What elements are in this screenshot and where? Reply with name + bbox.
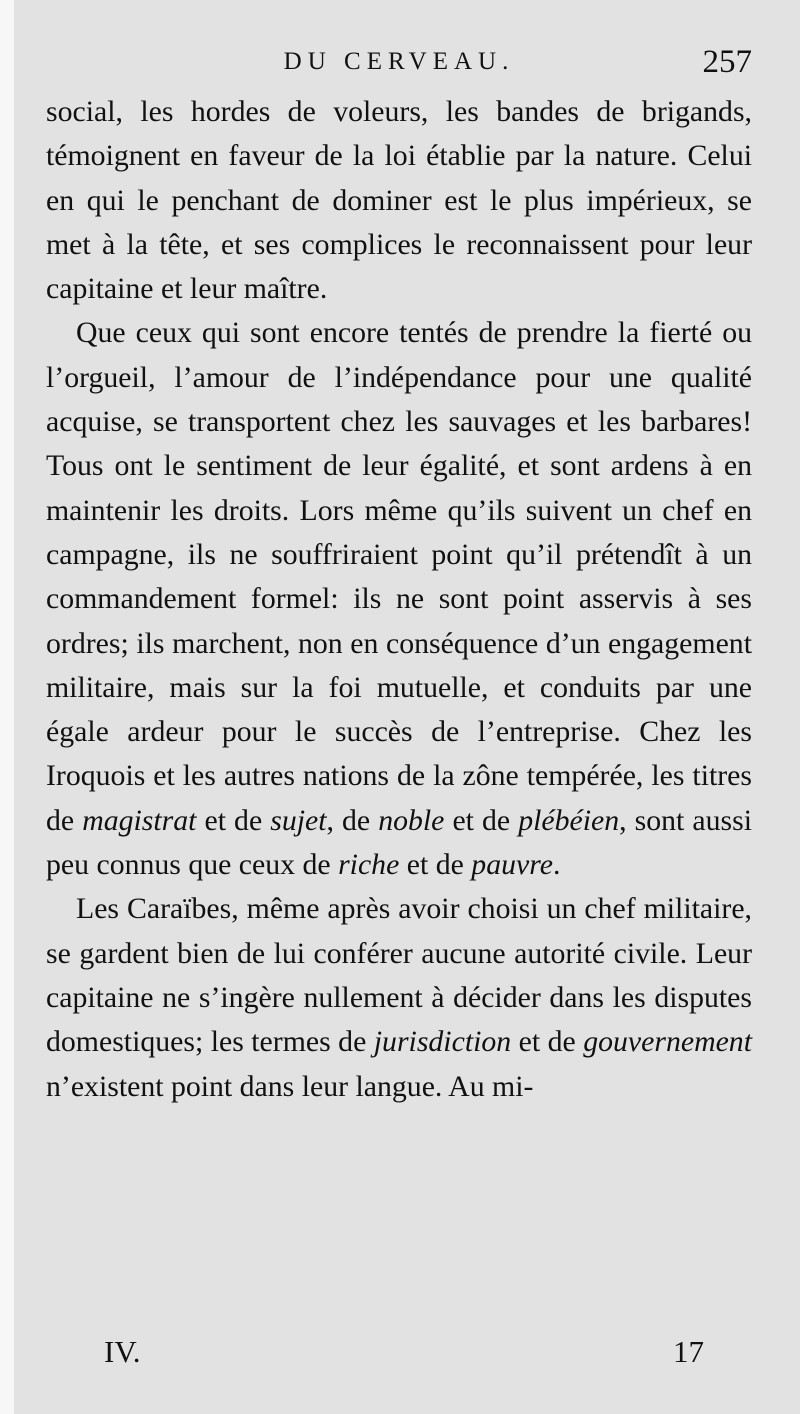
italic-term: noble (378, 803, 445, 837)
running-title: DU CERVEAU. (283, 48, 515, 75)
text-run: et de (196, 803, 271, 837)
text-run: Les Caraïbes, même après avoir choisi un chef militaire, se gardent bien de lui conférer aucune autorité civile. Leur capitaine ne s’ingère nullement à décider dans les disputes domestiques; les termes de (46, 892, 752, 1059)
page-number: 257 (702, 44, 752, 80)
text-run: social, les hordes de voleurs, les bandes de brigands, témoignent en faveur de la loi établie par la nature. Celui en qui le penchant de dominer est le plus impérieux, se met à la tête, et ses complices le reconnaissent pour leur capitaine et leur maître. (46, 95, 752, 306)
text-run: n’existent point dans leur langue. Au mi- (46, 1069, 534, 1103)
paragraph (46, 90, 752, 311)
italic-term: jurisdiction (373, 1025, 512, 1059)
italic-term: plébéien (518, 803, 620, 837)
body-text (46, 90, 752, 1109)
paragraph (46, 887, 752, 1108)
running-head (46, 44, 752, 84)
gathering-number: 17 (673, 1334, 704, 1369)
text-run: et de (511, 1025, 584, 1059)
paragraph (46, 311, 752, 887)
italic-term: gouvernement (583, 1025, 752, 1059)
text-run: Que ceux qui sont encore tentés de prendre la fierté ou l’orgueil, l’amour de l’indépendance pour une qualité acquise, se transportent chez les sauvages et les barbares! Tous ont le sentiment de leur égalité, et sont ardens à en maintenir les droits. Lors même qu’ils suivent un chef en campagne, ils ne souffriraient point qu’il prétendît à un commandement formel: ils ne sont point asservis à ses ordres; ils marchent, non en conséquence d’un engagement militaire, mais sur la foi mutuelle, et conduits par une égale ardeur pour le succès de l’entreprise. Chez les Iroquois et les autres nations de la zône tempérée, les titres de (46, 316, 752, 837)
italic-term: riche (338, 848, 400, 882)
text-run: . (552, 848, 561, 882)
italic-term: sujet (270, 803, 327, 837)
italic-term: pauvre (471, 848, 553, 882)
text-run: , sont aussi peu connus que ceux de (46, 803, 752, 882)
page-footer (104, 1334, 704, 1374)
text-run: , de (326, 803, 379, 837)
text-run: et de (444, 803, 519, 837)
signature-mark: IV. (104, 1334, 141, 1369)
text-run: et de (399, 848, 472, 882)
italic-term: magistrat (82, 803, 197, 837)
